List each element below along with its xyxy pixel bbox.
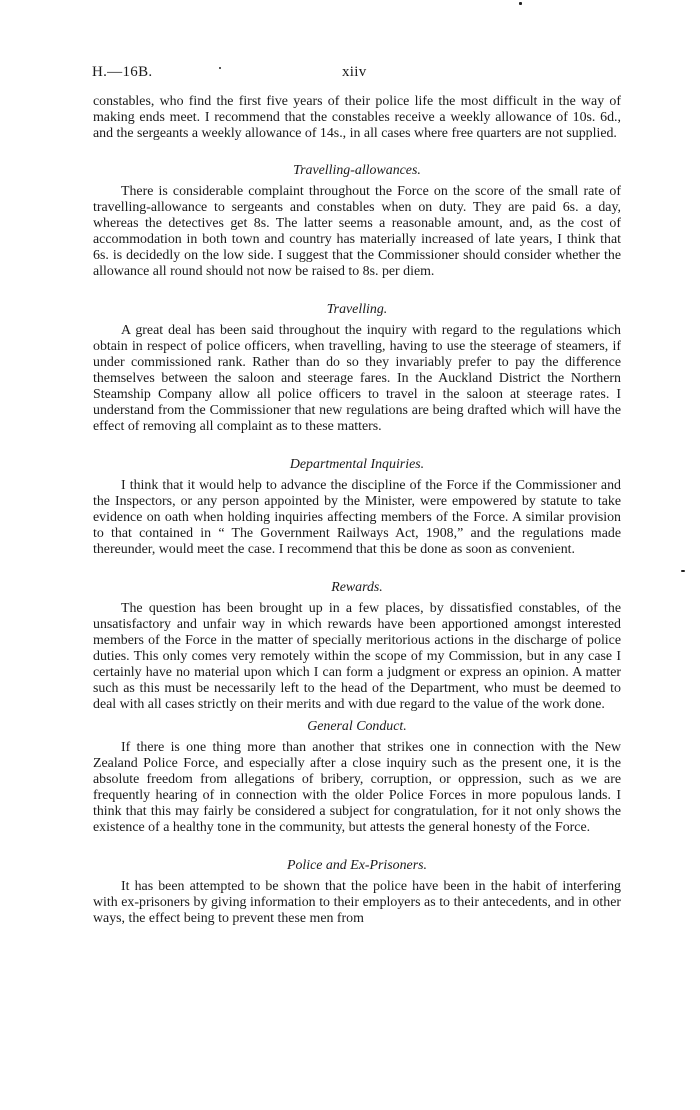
speck-mark [219, 67, 221, 69]
speck-mark [681, 570, 685, 572]
section-paragraph: If there is one thing more than another that strikes one in connection with the New Zealand Police Force, and especially after a close inquiry such as the present one, it is the absolute freedom from allegations of bribery, corruption, or oppression, such as we are frequently hearing of in connection with the older Police Forces in more populous lands. I think that this may fairly be considered a subject for congratulation, for it not only shows the existence of a healthy tone in the community, but attests the general honesty of the Force. [93, 740, 621, 835]
section-heading: Departmental Inquiries. [289, 457, 425, 472]
section-heading: Police and Ex-Prisoners. [286, 858, 428, 873]
section-paragraph: There is considerable complaint throughout the Force on the score of the small rate of travelling-allowance to sergeants and constables when on duty. They are paid 6s. a day, whereas the detectives get 8s. The latter seems a reasonable amount, and, as the cost of accommodation in both town and country has materially increased of late years, I think that 6s. is decidedly on the low side. I suggest that the Commissioner should consider whether the allowance all round should not now be raised to 8s. per diem. [93, 184, 621, 279]
document-reference: H.—16B. [92, 64, 153, 80]
intro-paragraph: constables, who find the first five years of their police life the most difficult in the way of making ends meet. I recommend that the constables receive a weekly allowance of 10s. 6d., and the sergeants a weekly allowance of 14s., in all cases where free quarters are not supplied. [93, 94, 621, 141]
speck-mark [519, 2, 522, 5]
section-paragraph: The question has been brought up in a few places, by dissatisfied constables, of the unsatisfactory and unfair way in which rewards have been apportioned amongst interested members of the Force in the matter of specially meritorious actions in the discharge of police duties. This only comes very remotely within the scope of my Commission, but in any case I certainly have no material upon which I can form a judgment or express an opinion. A matter such as this must be necessarily left to the head of the Department, who must be deemed to deal with all cases strictly on their merits and with due regard to the value of the work done. [93, 601, 621, 712]
section-heading: Travelling. [326, 302, 388, 317]
document-body [93, 94, 621, 927]
page-number: xiiv [342, 64, 367, 80]
section-heading: General Conduct. [307, 719, 407, 734]
section-paragraph: A great deal has been said throughout the inquiry with regard to the regulations which obtain in respect of police officers, when travelling, having to use the steerage of steamers, if under commissioned rank. Rather than do so they invariably prefer to pay the difference themselves between the saloon and steerage fares. In the Auckland District the Northern Steamship Company allow all police officers to travel in the saloon at steerage rates. I understand from the Commissioner that new regulations are being drafted which will have the effect of removing all complaint as to these matters. [93, 323, 621, 434]
section-heading: Travelling-allowances. [293, 163, 421, 178]
section-paragraph: It has been attempted to be shown that the police have been in the habit of interfering with ex-prisoners by giving information to their employers as to their antecedents, and in other ways, the effect being to prevent these men from [93, 879, 621, 926]
section-heading: Rewards. [331, 580, 383, 595]
section-paragraph: I think that it would help to advance the discipline of the Force if the Commissioner and the Inspectors, or any person appointed by the Minister, were empowered by statute to take evidence on oath when holding inquiries affecting members of the Force. A similar provision to that contained in “ The Government Railways Act, 1908,” and the regulations made thereunder, would meet the case. I recommend that this be done as soon as convenient. [93, 478, 621, 557]
